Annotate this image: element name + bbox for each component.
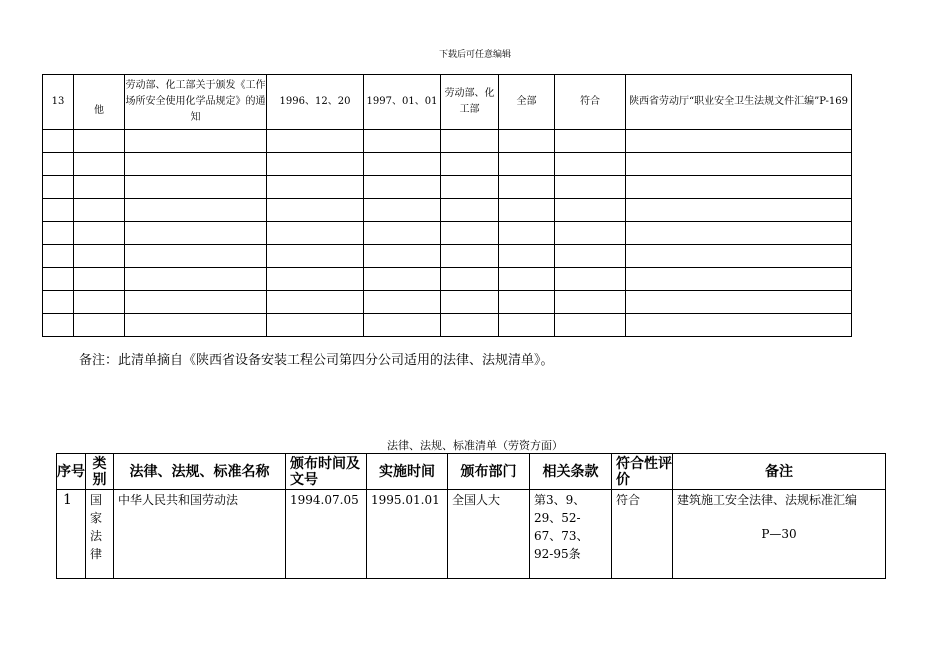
empty-cell — [626, 314, 852, 337]
table-row-empty — [43, 176, 852, 199]
empty-cell — [74, 314, 125, 337]
empty-cell — [43, 222, 74, 245]
empty-cell — [43, 130, 74, 153]
empty-cell — [364, 245, 441, 268]
empty-cell — [555, 153, 626, 176]
row-note: 陕西省劳动厅“职业安全卫生法规文件汇编”P-169 — [626, 75, 852, 130]
row-category: 国家法律 — [86, 490, 114, 579]
empty-cell — [43, 291, 74, 314]
row-clauses: 全部 — [499, 75, 555, 130]
empty-cell — [499, 268, 555, 291]
row-clauses: 第3、9、29、52-67、73、92-95条 — [530, 490, 612, 579]
empty-cell — [364, 199, 441, 222]
empty-cell — [267, 222, 364, 245]
empty-cell — [364, 176, 441, 199]
empty-cell — [267, 176, 364, 199]
empty-cell — [555, 245, 626, 268]
empty-cell — [74, 153, 125, 176]
empty-cell — [125, 199, 267, 222]
empty-cell — [267, 314, 364, 337]
empty-cell — [74, 176, 125, 199]
regulation-table-continued — [42, 74, 852, 337]
row-issuer: 全国人大 — [448, 490, 530, 579]
row-regulation-name: 中华人民共和国劳动法 — [114, 490, 286, 579]
empty-cell — [441, 199, 499, 222]
empty-cell — [626, 130, 852, 153]
empty-cell — [125, 153, 267, 176]
empty-cell — [441, 245, 499, 268]
row-note-text: 建筑施工安全法律、法规标准汇编 — [677, 493, 858, 507]
empty-cell — [364, 291, 441, 314]
row-issue-date: 1996、12、20 — [267, 75, 364, 130]
row-issuer: 劳动部、化工部 — [441, 75, 499, 130]
empty-cell — [555, 268, 626, 291]
table-row-empty — [43, 314, 852, 337]
empty-cell — [125, 176, 267, 199]
empty-cell — [125, 130, 267, 153]
empty-cell — [74, 222, 125, 245]
empty-cell — [499, 222, 555, 245]
table-row-empty — [43, 199, 852, 222]
empty-cell — [626, 199, 852, 222]
empty-cell — [626, 222, 852, 245]
row-number: 13 — [43, 75, 74, 130]
row-effective-date: 1997、01、01 — [364, 75, 441, 130]
empty-cell — [441, 130, 499, 153]
empty-cell — [441, 314, 499, 337]
empty-cell — [74, 268, 125, 291]
empty-cell — [125, 291, 267, 314]
empty-cell — [364, 268, 441, 291]
empty-cell — [499, 245, 555, 268]
empty-cell — [267, 130, 364, 153]
empty-cell — [74, 245, 125, 268]
table-row-empty — [43, 245, 852, 268]
empty-cell — [555, 222, 626, 245]
empty-cell — [74, 130, 125, 153]
header-clauses: 相关条款 — [530, 454, 612, 490]
empty-cell — [74, 291, 125, 314]
empty-cell — [43, 176, 74, 199]
labor-regulation-table — [56, 453, 886, 579]
empty-cell — [43, 245, 74, 268]
empty-cell — [43, 314, 74, 337]
empty-cell — [555, 130, 626, 153]
empty-cell — [267, 268, 364, 291]
row-compliance: 符合 — [555, 75, 626, 130]
empty-cell — [499, 199, 555, 222]
header-compliance: 符合性评价 — [612, 454, 673, 490]
empty-cell — [74, 199, 125, 222]
empty-cell — [441, 176, 499, 199]
empty-cell — [555, 291, 626, 314]
table-row-empty — [43, 268, 852, 291]
empty-cell — [125, 245, 267, 268]
empty-cell — [364, 314, 441, 337]
empty-cell — [441, 153, 499, 176]
header-index: 序号 — [57, 454, 86, 490]
empty-cell — [441, 291, 499, 314]
empty-cell — [267, 291, 364, 314]
empty-cell — [125, 268, 267, 291]
row-index: 1 — [57, 490, 86, 579]
empty-cell — [626, 268, 852, 291]
empty-cell — [441, 222, 499, 245]
empty-cell — [555, 199, 626, 222]
empty-cell — [125, 222, 267, 245]
table-row-empty — [43, 130, 852, 153]
row-regulation-name: 劳动部、化工部关于颁发《工作场所安全使用化学品规定》的通知 — [125, 75, 267, 130]
empty-cell — [499, 153, 555, 176]
table-header-row — [57, 454, 886, 490]
empty-cell — [626, 291, 852, 314]
empty-cell — [43, 199, 74, 222]
empty-cell — [43, 153, 74, 176]
empty-cell — [499, 314, 555, 337]
empty-cell — [555, 314, 626, 337]
row-category: 他 — [74, 75, 125, 130]
empty-cell — [125, 314, 267, 337]
row-note — [673, 490, 886, 579]
empty-cell — [499, 291, 555, 314]
table-row-empty — [43, 153, 852, 176]
empty-cell — [626, 245, 852, 268]
empty-cell — [555, 176, 626, 199]
empty-cell — [267, 153, 364, 176]
table-row-empty — [43, 222, 852, 245]
row-compliance: 符合 — [612, 490, 673, 579]
empty-cell — [43, 268, 74, 291]
table-row — [57, 490, 886, 579]
empty-cell — [364, 222, 441, 245]
empty-cell — [626, 176, 852, 199]
table-row — [43, 75, 852, 130]
empty-cell — [267, 199, 364, 222]
header-name: 法律、法规、标准名称 — [114, 454, 286, 490]
remark-text: 备注：此清单摘自《陕西省设备安装工程公司第四分公司适用的法律、法规清单》。 — [79, 353, 554, 368]
header-note: 备注 — [673, 454, 886, 490]
header-issue: 颁布时间及文号 — [286, 454, 367, 490]
row-effective: 1995.01.01 — [367, 490, 448, 579]
table-caption: 法律、法规、标准清单（劳资方面） — [387, 439, 563, 452]
empty-cell — [267, 245, 364, 268]
empty-cell — [626, 153, 852, 176]
header-effective: 实施时间 — [367, 454, 448, 490]
header-note: 下载后可任意编辑 — [438, 50, 511, 60]
row-note-page: P—30 — [761, 527, 797, 541]
empty-cell — [499, 176, 555, 199]
header-issuer: 颁布部门 — [448, 454, 530, 490]
empty-cell — [441, 268, 499, 291]
empty-cell — [499, 130, 555, 153]
empty-cell — [364, 130, 441, 153]
table-row-empty — [43, 291, 852, 314]
header-category: 类别 — [86, 454, 114, 490]
row-issue: 1994.07.05 — [286, 490, 367, 579]
empty-cell — [364, 153, 441, 176]
